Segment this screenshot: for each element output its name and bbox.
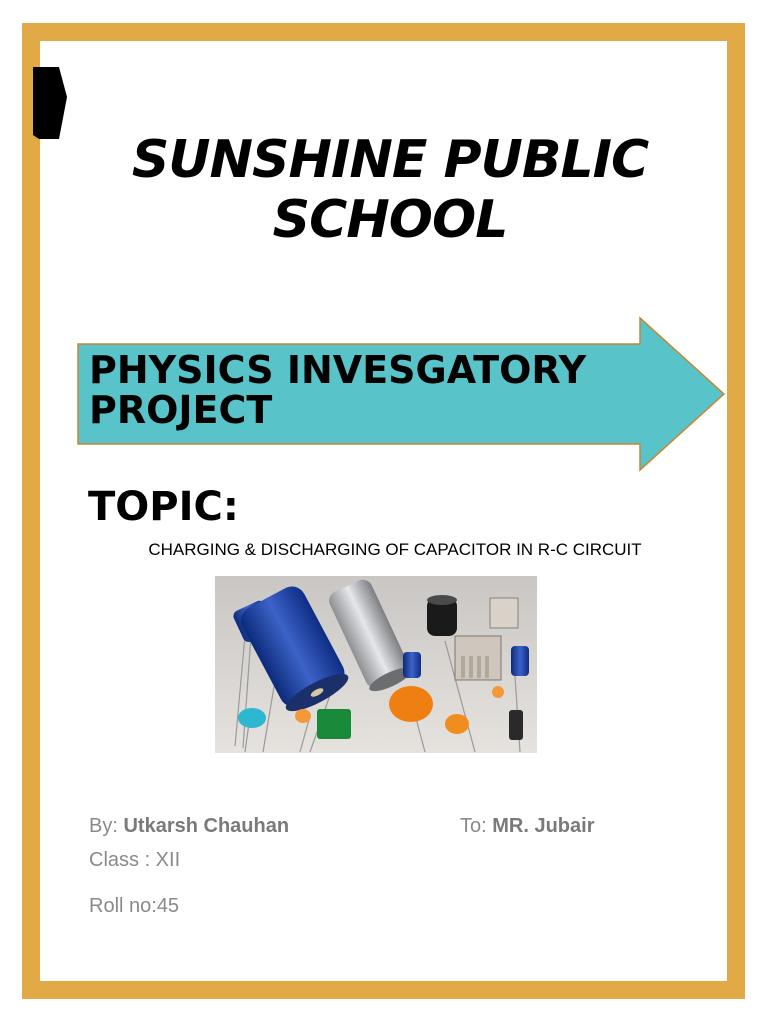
project-title: PHYSICS INVESGATORY PROJECT — [89, 348, 587, 432]
recipient-line — [460, 815, 595, 838]
roll-line: Roll no:45 — [89, 895, 180, 917]
capacitors-photo — [215, 576, 537, 753]
author-line — [89, 815, 289, 838]
topic-text: CHARGING & DISCHARGING OF CAPACITOR IN R-C CIRCUIT — [148, 540, 642, 559]
to-label: To: — [460, 815, 487, 837]
by-label: By: — [89, 815, 118, 837]
class-line: Class : XII — [89, 849, 181, 871]
author-name: Utkarsh Chauhan — [123, 815, 290, 837]
topic-label: TOPIC: — [88, 484, 239, 530]
school-name: SUNSHINE PUBLIC SCHOOL — [131, 130, 649, 250]
recipient-name: MR. Jubair — [492, 815, 595, 837]
